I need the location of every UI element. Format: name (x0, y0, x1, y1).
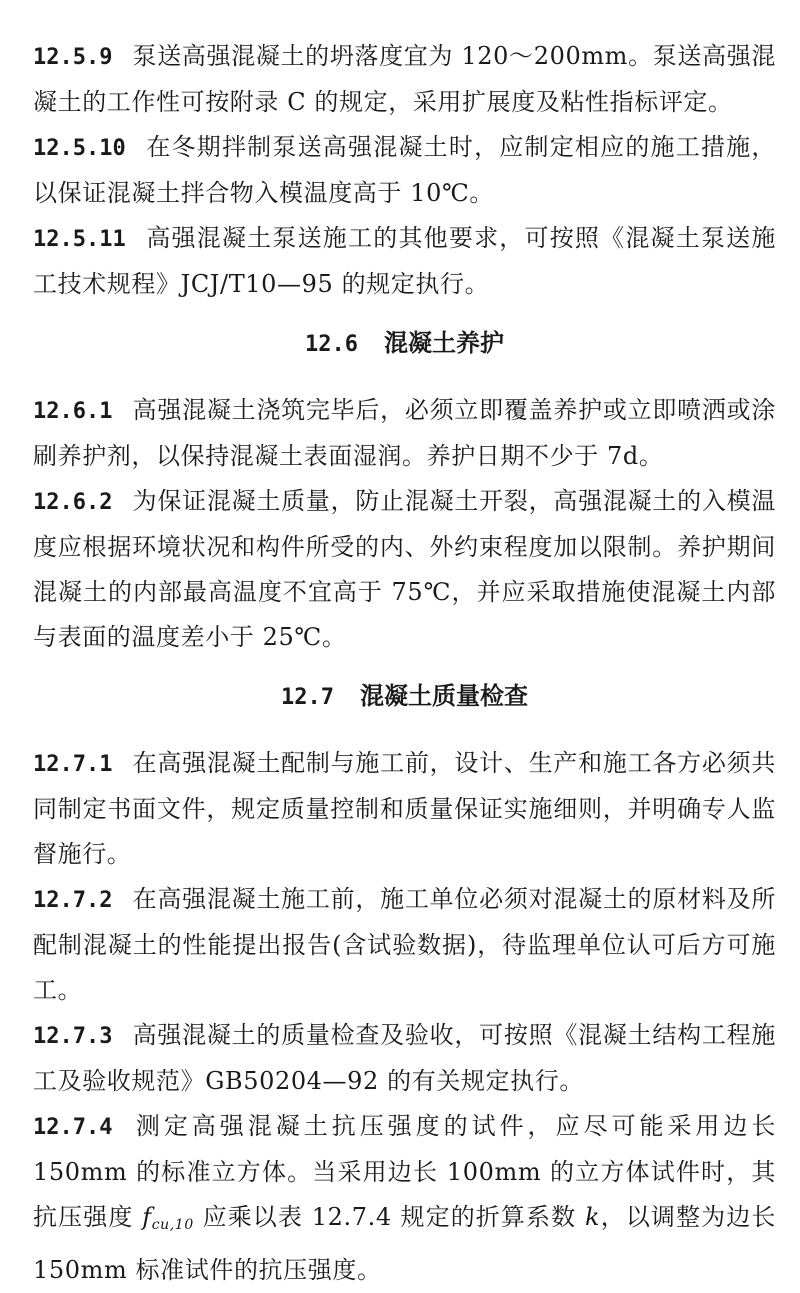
section-title: 混凝土养护 (383, 329, 504, 357)
section-number: 12.6 (305, 332, 358, 357)
strength-symbol (142, 1203, 194, 1231)
clause-number: 12.7.1 (33, 752, 113, 777)
section-heading-12-6 (33, 321, 776, 367)
clause-12-7-3 (33, 1013, 776, 1104)
symbol-subscript: cu,10 (151, 1217, 194, 1233)
clause-12-6-1 (33, 388, 776, 479)
clause-number: 12.5.11 (33, 227, 126, 252)
clause-text: 高强混凝土泵送施工的其他要求，可按照《混凝土泵送施工技术规程》JCJ/T10—95 的规定执行。 (33, 224, 776, 298)
clause-number: 12.5.10 (33, 136, 126, 161)
clause-number: 12.6.1 (33, 399, 113, 424)
clause-text-b: 应乘以表 12.7.4 规定的折算系数 (193, 1203, 586, 1231)
clause-text: 在高强混凝土配制与施工前，设计、生产和施工各方必须共同制定书面文件，规定质量控制和质量保证实施细则，并明确专人监督施行。 (33, 749, 776, 868)
coefficient-symbol-k: k (585, 1203, 601, 1231)
clause-12-5-9 (33, 34, 776, 125)
clause-12-6-2 (33, 479, 776, 660)
clause-number: 12.6.2 (33, 490, 113, 515)
clause-12-5-11 (33, 216, 776, 307)
clause-number: 12.5.9 (33, 45, 113, 70)
section-title: 混凝土质量检查 (359, 682, 528, 710)
clause-text: 泵送高强混凝土的坍落度宜为 120～200mm。泵送高强混凝土的工作性可按附录 C 的规定，采用扩展度及粘性指标评定。 (33, 42, 776, 116)
clause-number: 12.7.2 (33, 888, 113, 913)
clause-12-7-1 (33, 741, 776, 877)
clause-number: 12.7.4 (33, 1115, 113, 1140)
clause-text: 高强混凝土的质量检查及验收，可按照《混凝土结构工程施工及验收规范》GB50204—92 的有关规定执行。 (33, 1021, 776, 1095)
clause-text-c: ，以调整为边长 150mm 标准试件的抗压强度。 (33, 1203, 777, 1284)
clause-text: 为保证混凝土质量，防止混凝土开裂，高强混凝土的入模温度应根据环境状况和构件所受的内、外约束程度加以限制。养护期间混凝土的内部最高温度不宜高于 75℃，并应采取措施使混凝土内部与表面的温度差小于 25℃。 (33, 487, 776, 651)
clause-text: 在高强混凝土施工前，施工单位必须对混凝土的原材料及所配制混凝土的性能提出报告(含试验数据)，待监理单位认可后方可施工。 (33, 885, 776, 1004)
clause-text: 在冬期拌制泵送高强混凝土时，应制定相应的施工措施，以保证混凝土拌合物入模温度高于 10℃。 (33, 133, 776, 207)
section-heading-12-7 (33, 674, 776, 720)
clause-text-a: 测定高强混凝土抗压强度的试件，应尽可能采用边长 150mm 的标准立方体。当采用边长 100mm 的立方体试件时，其抗压强度 (33, 1112, 776, 1231)
clause-12-5-10 (33, 125, 776, 216)
clause-12-7-4 (33, 1104, 776, 1293)
section-number: 12.7 (281, 685, 334, 710)
clause-number: 12.7.3 (33, 1024, 113, 1049)
clause-12-7-2 (33, 877, 776, 1013)
symbol-f: f (142, 1203, 152, 1231)
clause-text: 高强混凝土浇筑完毕后，必须立即覆盖养护或立即喷洒或涂刷养护剂，以保持混凝土表面湿润。养护日期不少于 7d。 (33, 396, 776, 470)
